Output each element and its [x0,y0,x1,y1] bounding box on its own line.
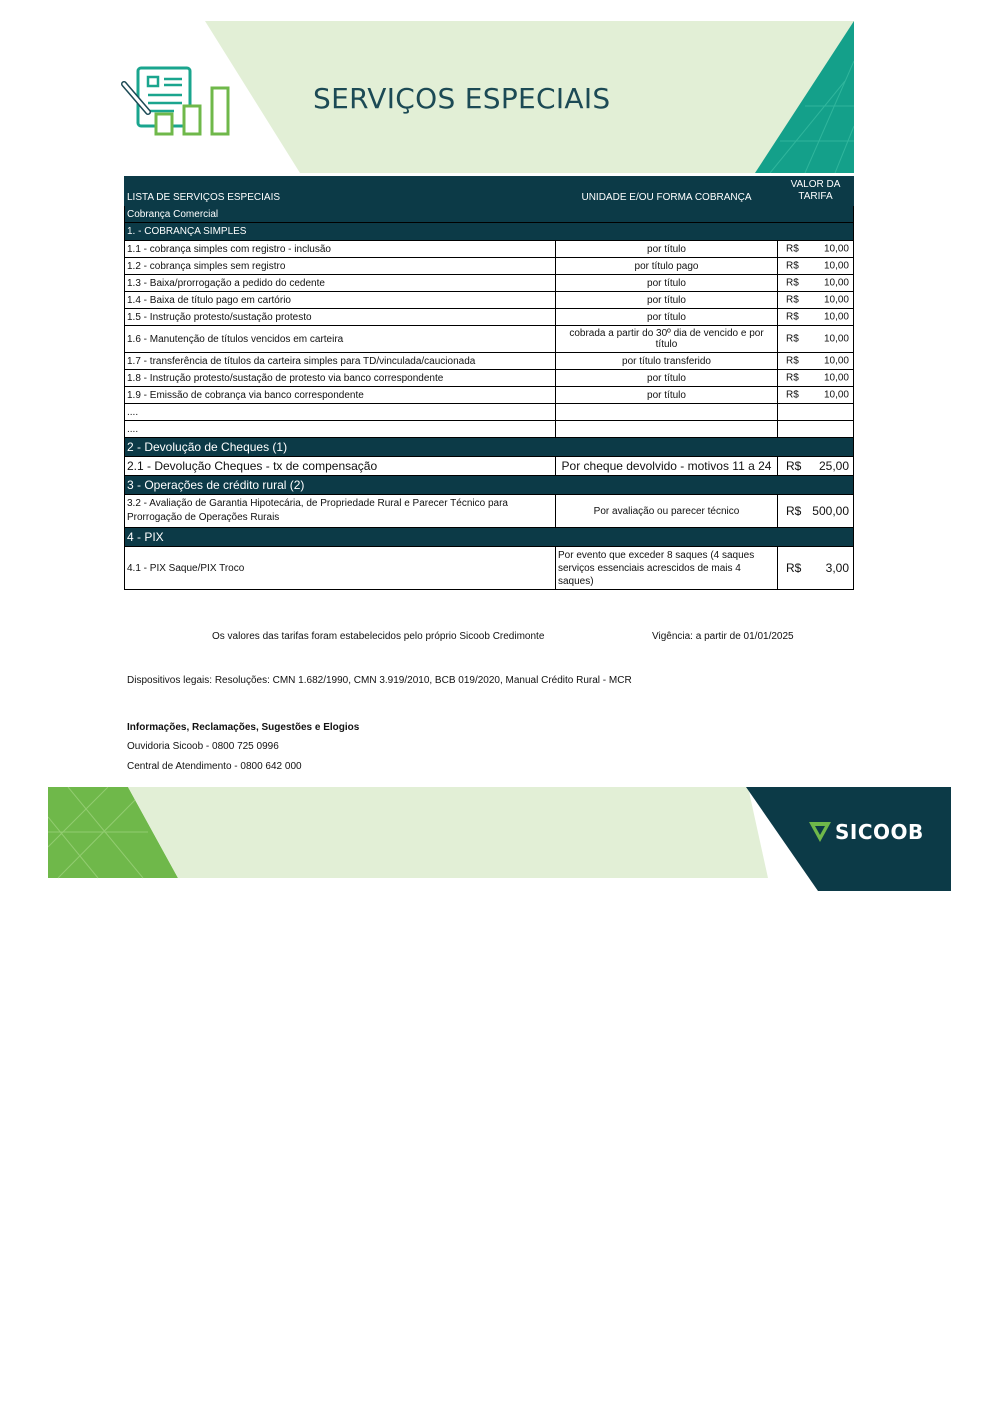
service-cell: 3.2 - Avaliação de Garantia Hipotecária, de Propriedade Rural e Parecer Técnico para Prorrogação de Operações Rurais [125,495,556,528]
amount: 10,00 [823,372,849,384]
service-cell: 4.1 - PIX Saque/PIX Troco [125,547,556,590]
price-cell [778,309,854,326]
table-row [125,326,854,353]
col-unit-header: UNIDADE E/OU FORMA COBRANÇA [556,177,778,206]
amount: 10,00 [823,311,849,323]
unit-cell: por título [556,387,778,404]
section-row [125,438,854,457]
currency: R$ [786,504,802,518]
table-row [125,292,854,309]
section-title: 1. - COBRANÇA SIMPLES [125,223,854,241]
report-chart-icon [118,62,236,138]
sicoob-logo-icon [809,822,831,842]
table-row [125,353,854,370]
table-row [125,387,854,404]
price-cell [778,326,854,353]
currency: R$ [786,561,802,575]
amount: 500,00 [812,504,849,518]
table-row [125,495,854,528]
subheader-label: Cobrança Comercial [125,206,854,223]
validity-note: Vigência: a partir de 01/01/2025 [652,631,794,642]
service-cell: 1.2 - cobrança simples sem registro [125,258,556,275]
amount: 25,00 [818,459,849,473]
subheader-row [125,206,854,223]
sicoob-logo [809,820,924,844]
service-cell: 1.1 - cobrança simples com registro - inclusão [125,241,556,258]
price-cell [778,292,854,309]
tariff-table [124,176,854,590]
call-center-contact: Central de Atendimento - 0800 642 000 [127,761,302,772]
ombudsman-contact: Ouvidoria Sicoob - 0800 725 0996 [127,741,279,752]
table-row [125,370,854,387]
table-row [125,547,854,590]
price-cell [778,404,854,421]
currency: R$ [786,260,799,272]
contact-title: Informações, Reclamações, Sugestões e Elogios [127,722,360,733]
service-cell: 1.9 - Emissão de cobrança via banco correspondente [125,387,556,404]
service-cell: 1.4 - Baixa de título pago em cartório [125,292,556,309]
table-row [125,404,854,421]
currency: R$ [786,459,802,473]
page-title: SERVIÇOS ESPECIAIS [313,82,611,115]
service-cell: .... [125,404,556,421]
section-title: 2 - Devolução de Cheques (1) [125,438,854,457]
unit-cell: Por cheque devolvido - motivos 11 a 24 [556,457,778,476]
service-cell: 1.7 - transferência de títulos da carteira simples para TD/vinculada/caucionada [125,353,556,370]
service-cell: 1.6 - Manutenção de títulos vencidos em carteira [125,326,556,353]
section-row [125,223,854,241]
table-row [125,457,854,476]
price-cell [778,457,854,476]
unit-cell: por título [556,370,778,387]
table-header [125,177,854,206]
table-row [125,275,854,292]
unit-cell: Por evento que exceder 8 saques (4 saques serviços essenciais acrescidos de mais 4 saques) [556,547,778,590]
amount: 10,00 [823,389,849,401]
service-cell: 1.8 - Instrução protesto/sustação de protesto via banco correspondente [125,370,556,387]
table-row [125,309,854,326]
currency: R$ [786,355,799,367]
legal-note: Dispositivos legais: Resoluções: CMN 1.682/1990, CMN 3.919/2010, BCB 019/2020, Manual Crédito Rural - MCR [127,675,632,686]
unit-cell [556,421,778,438]
amount: 10,00 [823,333,849,345]
unit-cell: por título transferido [556,353,778,370]
sicoob-logo-text: SICOOB [835,820,924,844]
currency: R$ [786,389,799,401]
price-cell [778,495,854,528]
currency: R$ [786,311,799,323]
table-row [125,258,854,275]
amount: 3,00 [825,561,849,575]
price-cell [778,370,854,387]
amount: 10,00 [823,294,849,306]
amount: 10,00 [823,277,849,289]
section-title: 4 - PIX [125,528,854,547]
section-row [125,528,854,547]
price-cell [778,275,854,292]
price-cell [778,387,854,404]
price-cell [778,421,854,438]
currency: R$ [786,294,799,306]
price-cell [778,258,854,275]
table-row [125,421,854,438]
section-row [125,476,854,495]
price-cell [778,353,854,370]
price-cell [778,547,854,590]
price-cell [778,241,854,258]
col-service-header: LISTA DE SERVIÇOS ESPECIAIS [125,177,556,206]
unit-cell [556,404,778,421]
values-source-note: Os valores das tarifas foram estabelecidos pelo próprio Sicoob Credimonte [212,631,545,642]
unit-cell: cobrada a partir do 30º dia de vencido e por título [556,326,778,353]
service-cell: 2.1 - Devolução Cheques - tx de compensação [125,457,556,476]
currency: R$ [786,243,799,255]
unit-cell: por título [556,241,778,258]
unit-cell: por título pago [556,258,778,275]
service-cell: 1.3 - Baixa/prorrogação a pedido do cedente [125,275,556,292]
unit-cell: por título [556,292,778,309]
currency: R$ [786,277,799,289]
table-row [125,241,854,258]
currency: R$ [786,372,799,384]
unit-cell: Por avaliação ou parecer técnico [556,495,778,528]
service-cell: 1.5 - Instrução protesto/sustação protesto [125,309,556,326]
service-cell: .... [125,421,556,438]
section-title: 3 - Operações de crédito rural (2) [125,476,854,495]
col-value-header: VALOR DA TARIFA [778,177,854,206]
amount: 10,00 [823,243,849,255]
currency: R$ [786,333,799,345]
amount: 10,00 [823,355,849,367]
unit-cell: por título [556,309,778,326]
unit-cell: por título [556,275,778,292]
amount: 10,00 [823,260,849,272]
